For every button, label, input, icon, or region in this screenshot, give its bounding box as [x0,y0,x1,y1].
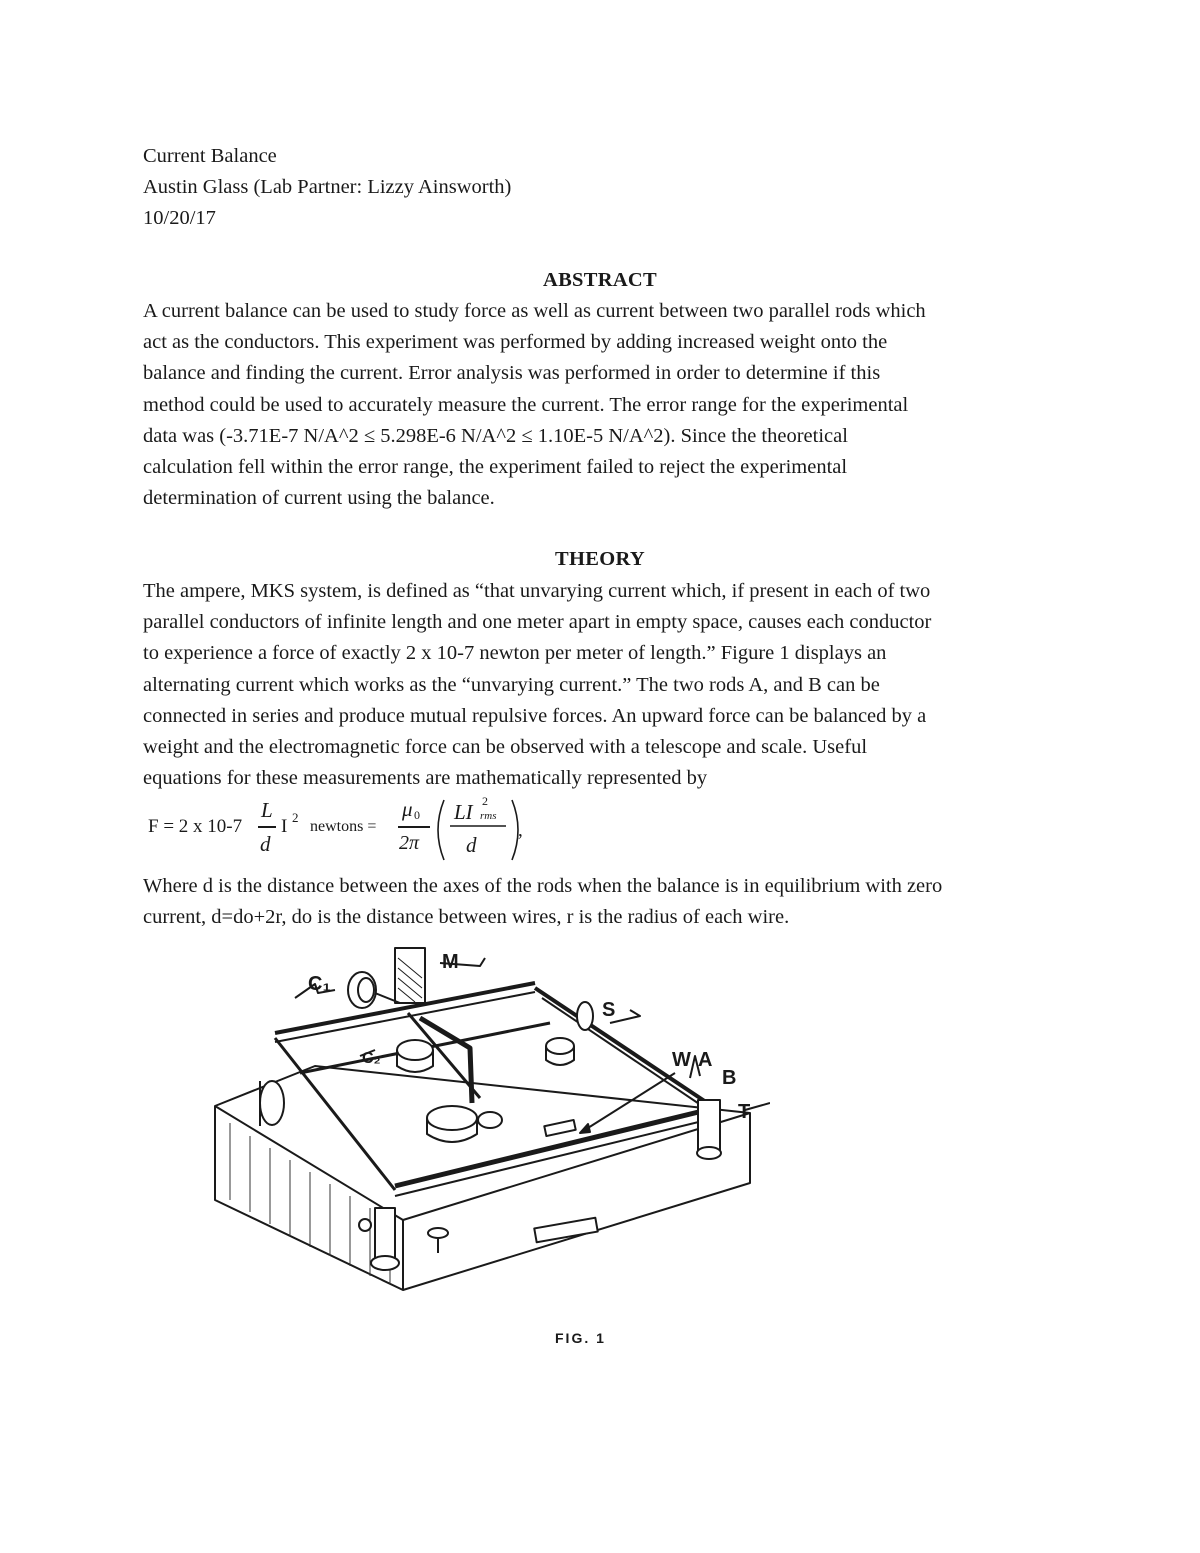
label-s: S [602,999,616,1021]
equation-frac-denominator: d [260,832,271,856]
equation-newtons: newtons = [310,818,377,835]
abstract-line: method could be used to accurately measure the current. The error range for the experimental [143,393,909,416]
theory-line: to experience a force of exactly 2 x 10-7 newton per meter of length.” Figure 1 displays an [143,642,887,665]
equation-current: I [281,816,288,837]
label-m: M [442,951,459,973]
label-b: B [722,1067,737,1089]
theory-paragraph [143,576,1083,794]
label-c2: C₂ [362,1050,381,1067]
equation-comma: , [518,820,523,841]
theory-line: equations for these measurements are mathematically represented by [143,767,708,790]
fraction-bar [258,826,276,828]
theory-line: connected in series and produce mutual repulsive forces. An upward force can be balanced by a [143,704,927,727]
fraction-bar [398,826,430,828]
label-t: T [738,1101,751,1123]
abstract-line: calculation fell within the error range, the experiment failed to reject the experimental [143,456,848,479]
theory-line: The ampere, MKS system, is defined as “that unvarying current which, if present in each of two [143,580,931,602]
equation-li-sup: 2 [482,794,488,808]
abstract-line: act as the conductors. This experiment was performed by adding increased weight onto the [143,331,888,354]
equation-exponent: 2 [292,810,299,825]
document-title: Current Balance [143,145,277,167]
theory-followup-paragraph [143,871,1083,933]
theory-line: weight and the electromagnetic force can be observed with a telescope and scale. Useful [143,736,868,759]
force-equation [148,796,548,866]
equation-mu-sub: 0 [414,808,420,822]
equation-mu: μ [402,797,413,821]
theory-heading: THEORY [555,548,645,570]
label-c1: C₁ [308,973,331,995]
abstract-line: A current balance can be used to study force as well as current between two parallel rods which [143,300,926,322]
abstract-line: balance and finding the current. Error analysis was performed in order to determine if this [143,362,881,385]
abstract-line: data was (-3.71E-7 N/A^2 ≤ 5.298E-6 N/A^2 ≤ 1.10E-5 N/A^2). Since the theoretical [143,424,848,447]
abstract-line: determination of current using the balance. [143,487,495,510]
theory-line: current, d=do+2r, do is the distance between wires, r is the radius of each wire. [143,906,790,929]
base-plate [215,1066,750,1290]
abstract-heading: ABSTRACT [542,269,658,291]
equation-li-denominator: d [466,833,477,857]
theory-line: Where d is the distance between the axes of the rods when the balance is in equilibrium with zero [143,875,943,897]
equation-frac-numerator: L [261,798,273,822]
equation-two-pi: 2π [399,832,420,854]
theory-line: alternating current which works as the “unvarying current.” The two rods A, and B can be [143,673,880,696]
label-w: W [672,1049,691,1071]
equation-li-sub: rms [480,810,497,822]
abstract-paragraph [143,296,1083,514]
date-line: 10/20/17 [143,207,216,229]
equation-lhs: F = 2 x 10-7 [148,816,243,837]
label-a: A [698,1049,713,1071]
theory-line: parallel conductors of infinite length and one meter apart in empty space, causes each conductor [143,611,932,634]
equation-li: LI [454,800,473,824]
figure-caption: FIG. 1 [555,1330,606,1346]
author-line: Austin Glass (Lab Partner: Lizzy Ainsworth) [143,176,512,198]
current-balance-figure [190,938,770,1350]
